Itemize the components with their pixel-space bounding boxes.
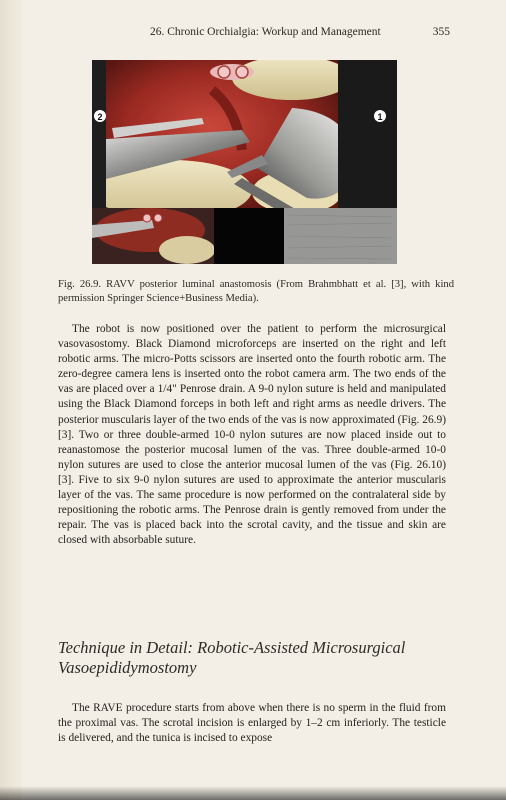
section-heading: Technique in Detail: Robotic-Assisted Microsurgical Vasoepididymostomy xyxy=(58,638,406,677)
page-bottom-shadow xyxy=(0,786,506,800)
instrument-label-right: 1 xyxy=(377,112,383,122)
figure-caption: Fig. 26.9. RAVV posterior luminal anastomosis (From Brahmbhatt et al. [3], with kind permission Springer Science+Business Media). xyxy=(58,279,454,304)
page-gutter xyxy=(0,0,22,800)
page-number: 355 xyxy=(432,26,450,38)
surgical-photo xyxy=(92,60,397,264)
chapter-title: 26. Chronic Orchialgia: Workup and Management xyxy=(150,26,381,38)
body-paragraph-1: The robot is now positioned over the patient to perform the microsurgical vasovasostomy. Black Diamond microforceps are inserted on the right and left robotic arms. The micro-Potts scissors are inserted onto the fourth robotic arm. The zero-degree camera lens is inserted onto the robot camera arm. The two ends of the vas are placed over a 1/4" Penrose drain. A 9-0 nylon suture is held and manipulated using the Black Diamond forceps in both left and right arms as needle drivers. The posterior muscularis layer of the two ends of the vas is now approximated (Fig. 26.9) [3]. Two or three double-armed 10-0 nylon sutures are now placed inside out to reanastomose the posterior mucosal lumen of the vas. Three double-armed 10-0 nylon sutures are used to close the anterior mucosal lumen of the vas (Fig. 26.10) [3]. Five to six 9-0 nylon sutures are used to approximate the anterior muscularis layer of the vas. The same procedure is now performed on the contralateral side by repositioning the robotic arms. The Penrose drain is gently removed from under the repair. The vas is placed back into the scrotal cavity, and the tissue and skin are closed with absorbable suture. xyxy=(58,323,446,547)
body-paragraph-2: The RAVE procedure starts from above when there is no sperm in the fluid from the proximal vas. The scrotal incision is enlarged by 1–2 cm inferiorly. The testicle is delivered, and the tunica is incised to expose xyxy=(58,702,446,745)
instrument-label-left: 2 xyxy=(97,112,103,122)
surgical-photo-figure xyxy=(92,60,397,264)
